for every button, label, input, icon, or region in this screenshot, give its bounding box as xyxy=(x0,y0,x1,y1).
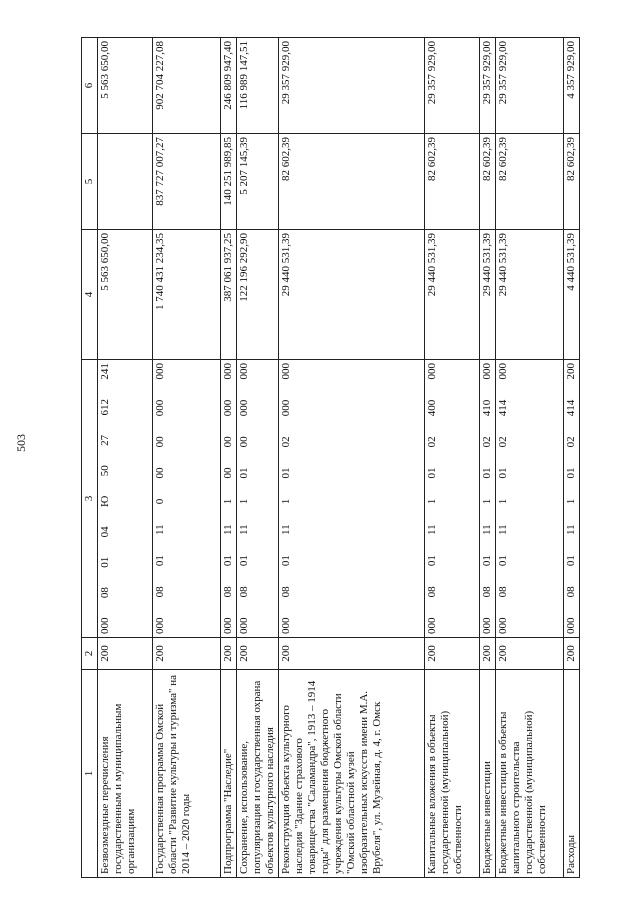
table-row xyxy=(564,38,580,878)
csr-part: 00 xyxy=(222,436,234,448)
csr-part: 01 xyxy=(238,467,250,479)
row-sum-col4: 29 440 531,39 xyxy=(279,230,425,360)
row-code: 200 xyxy=(279,638,425,670)
csr-part: 000 xyxy=(238,399,250,417)
row-sum-col5: 82 602,39 xyxy=(279,134,425,230)
row-sum-col6: 29 357 929,00 xyxy=(496,38,564,134)
csr-part: 08 xyxy=(497,586,509,598)
row-sum-col4: 5 563 650,00 xyxy=(98,230,153,360)
row-name: Капитальные вложения в объекты государственной (муниципальной) собственности xyxy=(425,670,480,878)
csr-part: 1 xyxy=(238,498,250,505)
csr-part: 02 xyxy=(280,436,292,448)
row-name: Бюджетные инвестиции xyxy=(480,670,496,878)
row-csr xyxy=(496,360,564,638)
csr-part: 00 xyxy=(154,436,166,448)
row-csr xyxy=(564,360,580,638)
csr-part: 000 xyxy=(565,617,577,634)
header-col-1: 1 xyxy=(82,670,98,878)
row-sum-col6: 29 357 929,00 xyxy=(279,38,425,134)
csr-part: 08 xyxy=(99,587,111,599)
row-name: Реконструкция объекта культурного наследия "Здание страхового товарищества "Саламандра", 1913 – 1914 годы" для размещения бюджетного учреждения культуры Омской области "Омский областной музей изобразительных искусств имени М.А. Врубеля", ул. Музейная, д. 4, г. Омск xyxy=(279,670,425,878)
row-sum-col5: 5 207 145,39 xyxy=(237,134,279,230)
csr-part: 08 xyxy=(565,586,577,598)
table-row xyxy=(237,38,279,878)
csr-part: 01 xyxy=(154,555,166,567)
header-col-4: 4 xyxy=(82,230,98,360)
csr-part: 1 xyxy=(426,498,438,505)
csr-part: 01 xyxy=(497,555,509,567)
row-sum-col4: 29 440 531,39 xyxy=(496,230,564,360)
row-code: 200 xyxy=(237,638,279,670)
csr-part: 1 xyxy=(481,498,493,505)
row-sum-col5: 837 727 007,27 xyxy=(153,134,221,230)
csr-part: 01 xyxy=(238,555,250,567)
row-sum-col5: 140 251 989,85 xyxy=(221,134,237,230)
row-csr xyxy=(279,360,425,638)
row-sum-col4: 1 740 431 234,35 xyxy=(153,230,221,360)
csr-part: 000 xyxy=(222,399,234,417)
csr-part: 08 xyxy=(154,586,166,598)
csr-part: 50 xyxy=(99,465,111,477)
row-sum-col6: 116 989 147,51 xyxy=(237,38,279,134)
csr-part: 08 xyxy=(481,586,493,598)
csr-part: 08 xyxy=(222,586,234,598)
header-col-5: 5 xyxy=(82,134,98,230)
csr-part: 01 xyxy=(280,555,292,567)
csr-part: 11 xyxy=(497,524,509,535)
csr-code xyxy=(99,363,112,634)
csr-part: 241 xyxy=(99,363,111,380)
csr-part: 11 xyxy=(280,524,292,535)
csr-part: 200 xyxy=(565,363,577,380)
row-sum-col6: 29 357 929,00 xyxy=(425,38,480,134)
row-name: Расходы xyxy=(564,670,580,878)
csr-part: 1 xyxy=(222,498,234,505)
csr-part: 01 xyxy=(565,555,577,567)
csr-part: 00 xyxy=(238,436,250,448)
csr-part: 11 xyxy=(154,524,166,535)
csr-code xyxy=(497,363,510,634)
csr-part: 000 xyxy=(426,617,438,634)
row-sum-col4: 387 061 937,25 xyxy=(221,230,237,360)
row-csr xyxy=(425,360,480,638)
row-sum-col5: 82 602,39 xyxy=(480,134,496,230)
csr-part: 000 xyxy=(280,399,292,417)
row-csr xyxy=(98,360,153,638)
csr-part: 02 xyxy=(481,436,493,448)
csr-part: 000 xyxy=(280,617,292,634)
row-sum-col4: 29 440 531,39 xyxy=(480,230,496,360)
csr-part: 000 xyxy=(99,617,111,634)
csr-part: 01 xyxy=(280,467,292,479)
csr-part: 000 xyxy=(238,617,250,634)
csr-part: 0 xyxy=(154,498,166,505)
csr-part: 02 xyxy=(565,436,577,448)
row-name: Бюджетные инвестиции в объекты капитального строительства государственной (муниципальной) собственности xyxy=(496,670,564,878)
csr-part: 01 xyxy=(222,555,234,567)
row-code: 200 xyxy=(480,638,496,670)
header-col-6: 6 xyxy=(82,38,98,134)
row-sum-col5: 82 602,39 xyxy=(564,134,580,230)
table-row xyxy=(98,38,153,878)
csr-part: 000 xyxy=(154,399,166,417)
row-csr xyxy=(221,360,237,638)
csr-code xyxy=(565,363,578,634)
csr-code xyxy=(238,363,251,634)
csr-part: 000 xyxy=(481,363,493,380)
row-sum-col6: 4 357 929,00 xyxy=(564,38,580,134)
csr-code xyxy=(280,363,293,634)
csr-part: 11 xyxy=(565,524,577,535)
row-code: 200 xyxy=(221,638,237,670)
table-row xyxy=(425,38,480,878)
csr-part: 612 xyxy=(99,398,111,416)
table-row xyxy=(480,38,496,878)
csr-part: 08 xyxy=(280,586,292,598)
row-name: Безвозмездные перечисления государственным и муниципальным организациям xyxy=(98,670,153,878)
csr-part: 000 xyxy=(426,363,438,380)
csr-part: 00 xyxy=(154,467,166,479)
csr-part: 01 xyxy=(497,467,509,479)
csr-part: 000 xyxy=(222,617,234,634)
row-code: 200 xyxy=(564,638,580,670)
header-row xyxy=(82,38,98,878)
row-sum-col6: 5 563 650,00 xyxy=(98,38,153,134)
row-code: 200 xyxy=(153,638,221,670)
csr-part: 1 xyxy=(497,498,509,505)
table-row xyxy=(153,38,221,878)
csr-part: 00 xyxy=(222,467,234,479)
row-csr xyxy=(480,360,496,638)
budget-table-rotated xyxy=(81,38,631,878)
csr-part: 000 xyxy=(497,617,509,634)
csr-part: 08 xyxy=(238,586,250,598)
csr-part: Ю xyxy=(99,495,111,507)
csr-part: 27 xyxy=(99,434,111,446)
csr-code xyxy=(222,363,235,634)
header-col-2: 2 xyxy=(82,638,98,670)
row-name: Подпрограмма "Наследие" xyxy=(221,670,237,878)
row-code: 200 xyxy=(98,638,153,670)
table-row xyxy=(279,38,425,878)
row-csr xyxy=(237,360,279,638)
csr-part: 11 xyxy=(222,524,234,535)
csr-part: 01 xyxy=(481,555,493,567)
csr-part: 000 xyxy=(154,617,166,634)
row-csr xyxy=(153,360,221,638)
row-code: 200 xyxy=(425,638,480,670)
row-sum-col4: 4 440 531,39 xyxy=(564,230,580,360)
header-col-3: 3 xyxy=(82,360,98,638)
csr-part: 01 xyxy=(426,467,438,479)
csr-part: 410 xyxy=(481,399,493,417)
csr-part: 000 xyxy=(238,363,250,380)
csr-part: 01 xyxy=(481,467,493,479)
csr-part: 000 xyxy=(280,363,292,380)
csr-part: 01 xyxy=(426,555,438,567)
row-sum-col5 xyxy=(98,134,153,230)
row-code: 200 xyxy=(496,638,564,670)
table-row xyxy=(496,38,564,878)
csr-part: 000 xyxy=(222,363,234,380)
row-name: Сохранение, использование, популяризация и государственная охрана объектов культурного наследия xyxy=(237,670,279,878)
csr-part: 414 xyxy=(565,399,577,417)
csr-part: 01 xyxy=(565,467,577,479)
csr-part: 000 xyxy=(154,363,166,380)
csr-code xyxy=(426,363,439,634)
csr-part: 000 xyxy=(497,363,509,380)
csr-part: 04 xyxy=(99,526,111,538)
csr-part: 000 xyxy=(481,617,493,634)
csr-part: 1 xyxy=(565,498,577,505)
csr-part: 11 xyxy=(426,524,438,535)
csr-code xyxy=(154,363,167,634)
budget-table xyxy=(81,37,580,878)
row-name: Государственная программа Омской области "Развитие культуры и туризма" на 2014 – 2020 годы xyxy=(153,670,221,878)
csr-code xyxy=(481,363,494,634)
page-number: 503 xyxy=(14,434,28,452)
row-sum-col6: 902 704 227,08 xyxy=(153,38,221,134)
csr-part: 11 xyxy=(238,524,250,535)
csr-part: 414 xyxy=(497,399,509,417)
csr-part: 01 xyxy=(99,556,111,568)
csr-part: 11 xyxy=(481,524,493,535)
row-sum-col6: 29 357 929,00 xyxy=(480,38,496,134)
row-sum-col5: 82 602,39 xyxy=(496,134,564,230)
table-row xyxy=(221,38,237,878)
row-sum-col4: 29 440 531,39 xyxy=(425,230,480,360)
csr-part: 1 xyxy=(280,498,292,505)
csr-part: 02 xyxy=(426,436,438,448)
row-sum-col5: 82 602,39 xyxy=(425,134,480,230)
csr-part: 02 xyxy=(497,436,509,448)
csr-part: 08 xyxy=(426,586,438,598)
row-sum-col6: 246 809 947,40 xyxy=(221,38,237,134)
row-sum-col4: 122 196 292,90 xyxy=(237,230,279,360)
csr-part: 400 xyxy=(426,399,438,417)
